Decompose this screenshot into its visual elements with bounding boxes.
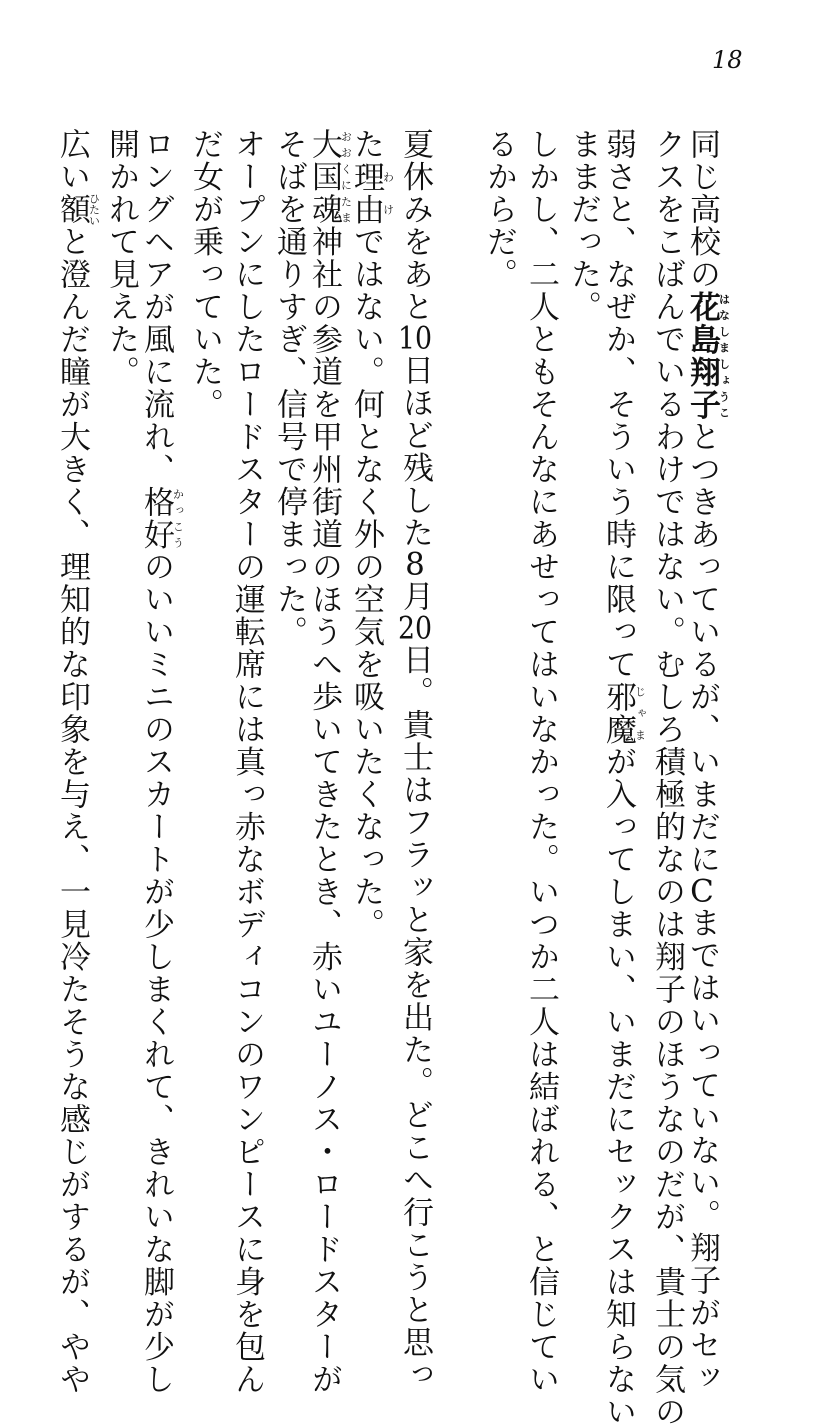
text-line-7: 夏休みをあと10日ほど残した8月20日。貴士はフラッと家を出た。どこへ行こうと思っ: [397, 128, 433, 1391]
text-line-12: だ女が乗っていた。: [187, 128, 223, 421]
text-line-9: 大国魂おおくにたま神社の参道を甲州街道のほうへ歩いてきたとき、赤いユーノス・ロードスターが: [306, 128, 353, 1396]
text-line-4: ままだった。: [565, 128, 601, 323]
text-line-5: しかし、二人ともそんなにあせってはいなかった。いつか二人は結ばれる、と信じてい: [523, 128, 559, 1396]
page-number: 18: [712, 46, 743, 74]
text-line-14: 開かれて見えた。: [103, 128, 139, 388]
text-line-15: 広い額ひたいと澄んだ瞳が大きく、理知的な印象を与え、一見冷たそうな感じがするが、やや: [54, 128, 101, 1396]
text-line-1: 同じ高校の花島翔子はなしましょうことつきあっているが、いまだにCまではいっていない。翔子がセッ: [684, 128, 731, 1394]
name-hanashima-shoko: 花島翔子はなしましょうこ: [684, 290, 731, 421]
text-line-10: そばを通りすぎ、信号で停まった。: [271, 128, 307, 648]
text-line-13: ロングヘアが風に流れ、格好かっこうのいいミニのスカートが少しまくれて、きれいな脚が少し: [138, 128, 185, 1396]
text-line-11: オープンにしたロードスターの運転席には真っ赤なボディコンのワンピースに身を包ん: [229, 128, 265, 1396]
text-line-8: た理由わけではない。何となく外の空気を吸いたくなった。: [348, 128, 395, 941]
vertical-text-body: [54, 128, 731, 1428]
text-line-6: るからだ。: [481, 128, 517, 291]
text-line-3: 弱さと、なぜか、そういう時に限って邪魔じゃまが入ってしまい、いまだにセックスは知らない: [600, 128, 647, 1428]
text-line-2: クスをこばんでいるわけではない。むしろ積極的なのは翔子のほうなのだが、貴士の気の: [649, 128, 685, 1428]
